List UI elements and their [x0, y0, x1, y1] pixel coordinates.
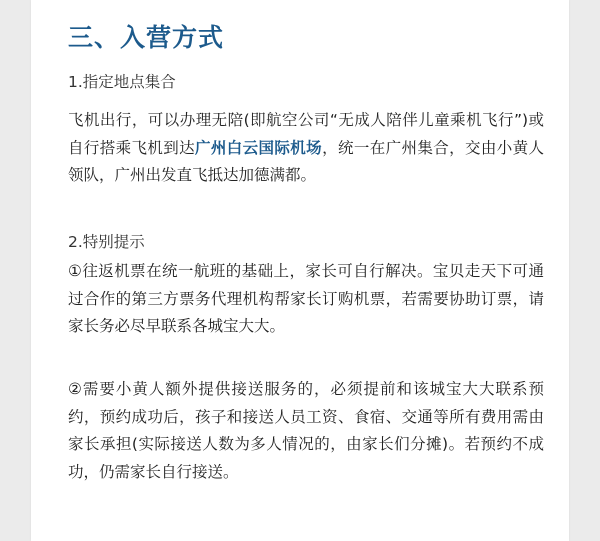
subsection-title-assembly: 1.指定地点集合 [68, 73, 176, 91]
section-heading: 三、入营方式 [68, 23, 225, 52]
airport-highlight: 广州白云国际机场 [195, 138, 323, 157]
assembly-text-part1: 飞机出行，可以办理无陪(即航空公司“无成人陪伴儿童乘机飞行”)或自行搭乘飞机到达 [68, 111, 544, 157]
note-ticket-paragraph: ①往返机票在统一航班的基础上，家长可自行解决。宝贝走天下可通过合作的第三方票务代理机构帮家长订购机票，若需要协助订票，请家长务必尽早联系各城宝大大。 [68, 262, 544, 335]
assembly-text-part2: ，统一在广州集合，交由小黄人领队，广州出发直飞抵达加德满都。 [68, 138, 544, 184]
assembly-paragraph [68, 107, 544, 190]
article-page [31, 0, 569, 541]
note-pickup-paragraph: ②需要小黄人额外提供接送服务的，必须提前和该城宝大大联系预约，预约成功后，孩子和接送人员工资、食宿、交通等所有费用需由家长承担(实际接送人数为多人情况的，由家长们分摊)。若预约不成功，仍需家长自行接送。 [68, 380, 544, 481]
subsection-title-notes: 2.特别提示 [68, 233, 145, 251]
